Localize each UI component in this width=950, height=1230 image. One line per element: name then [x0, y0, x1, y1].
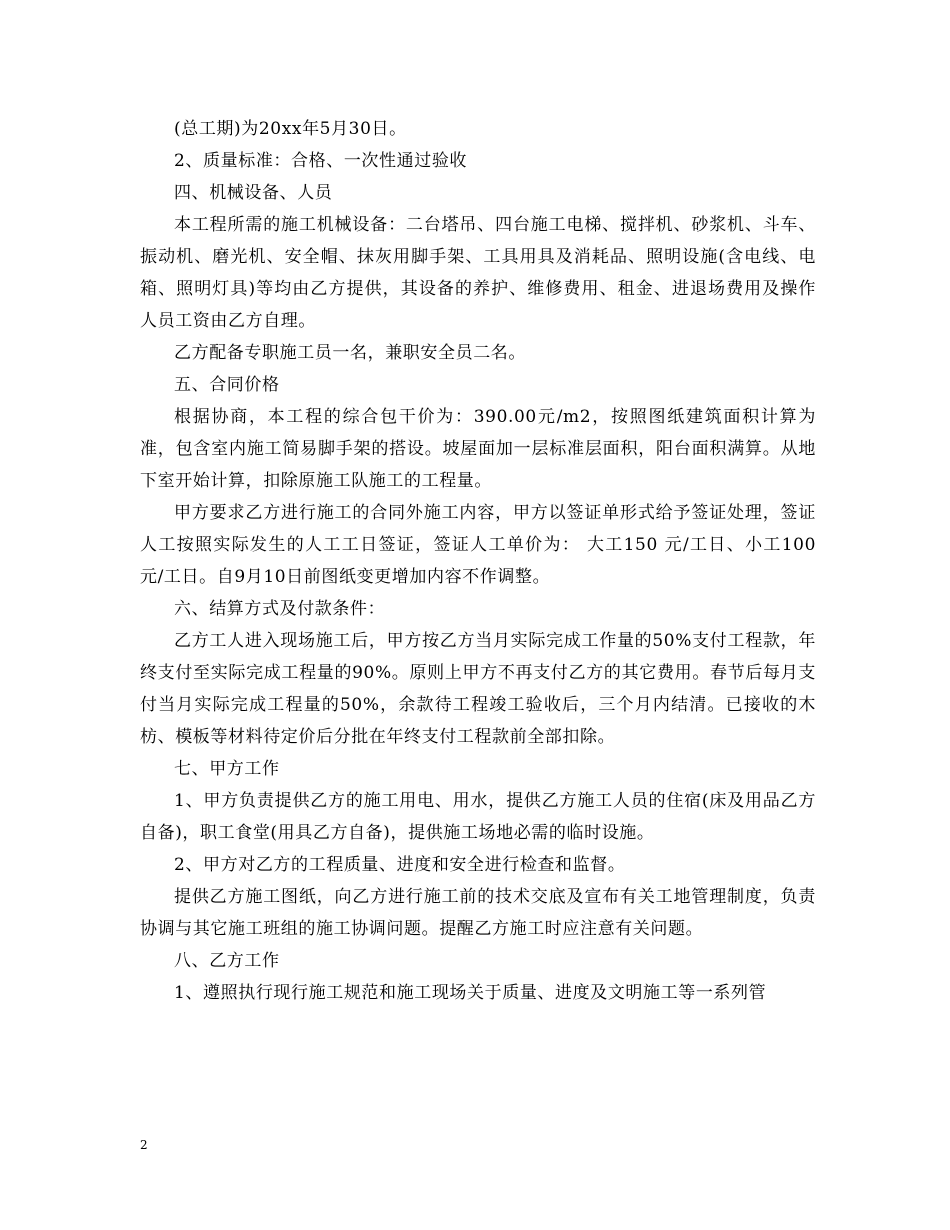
- paragraph-quality-standard: 2、质量标准：合格、一次性通过验收: [174, 151, 468, 171]
- paragraph-staffing: 乙方配备专职施工员一名，兼职安全员二名。: [174, 343, 526, 363]
- paragraph-party-a-inspection: 2、甲方对乙方的工程质量、进度和安全进行检查和监督。: [174, 855, 626, 875]
- paragraph-party-b-compliance: 1、遵照执行现行施工规范和施工现场关于质量、进度及文明施工等一系列管: [174, 983, 767, 1003]
- paragraph-party-a-utilities: 1、甲方负责提供乙方的施工用电、用水，提供乙方施工人员的住宿(床及用品乙方自备)，职工食堂(用具乙方自备)，提供施工场地必需的临时设施。: [140, 791, 816, 843]
- paragraph-extra-work: 甲方要求乙方进行施工的合同外施工内容，甲方以签证单形式给予签证处理，签证人工按照实际发生的人工工日签证，签证人工单价为： 大工150 元/工日、小工100 元/工日。自9月10日前图纸变更增加内容不作调整。: [140, 503, 816, 587]
- paragraph-party-a-drawings: 提供乙方施工图纸，向乙方进行施工前的技术交底及宣布有关工地管理制度，负责协调与其它施工班组的施工协调问题。提醒乙方施工时应注意有关问题。: [140, 887, 816, 939]
- paragraph-equipment-list: 本工程所需的施工机械设备：二台塔吊、四台施工电梯、搅拌机、砂浆机、斗车、振动机、磨光机、安全帽、抹灰用脚手架、工具用具及消耗品、照明设施(含电线、电箱、照明灯具)等均由乙方提供，其设备的养护、维修费用、租金、进退场费用及操作人员工资由乙方自理。: [140, 215, 816, 331]
- paragraph-total-period: (总工期)为20xx年5月30日。: [174, 119, 407, 139]
- section-heading-contract-price: 五、合同价格: [174, 375, 280, 395]
- section-heading-settlement: 六、结算方式及付款条件：: [174, 599, 386, 619]
- section-heading-party-a-work: 七、甲方工作: [174, 759, 280, 779]
- page-number: 2: [140, 1138, 148, 1152]
- paragraph-unit-price: 根据协商，本工程的综合包干价为：390.00元/m2，按照图纸建筑面积计算为准，包含室内施工简易脚手架的搭设。坡屋面加一层标准层面积，阳台面积满算。从地下室开始计算，扣除原施工队施工的工程量。: [140, 407, 816, 491]
- section-heading-equipment: 四、机械设备、人员: [174, 183, 333, 203]
- document-body: [140, 113, 816, 1009]
- paragraph-payment-terms: 乙方工人进入现场施工后，甲方按乙方当月实际完成工作量的50%支付工程款，年终支付至实际完成工程量的90%。原则上甲方不再支付乙方的其它费用。春节后每月支付当月实际完成工程量的50%，余款待工程竣工验收后，三个月内结清。已接收的木枋、模板等材料待定价后分批在年终支付工程款前全部扣除。: [140, 631, 816, 747]
- section-heading-party-b-work: 八、乙方工作: [174, 951, 280, 971]
